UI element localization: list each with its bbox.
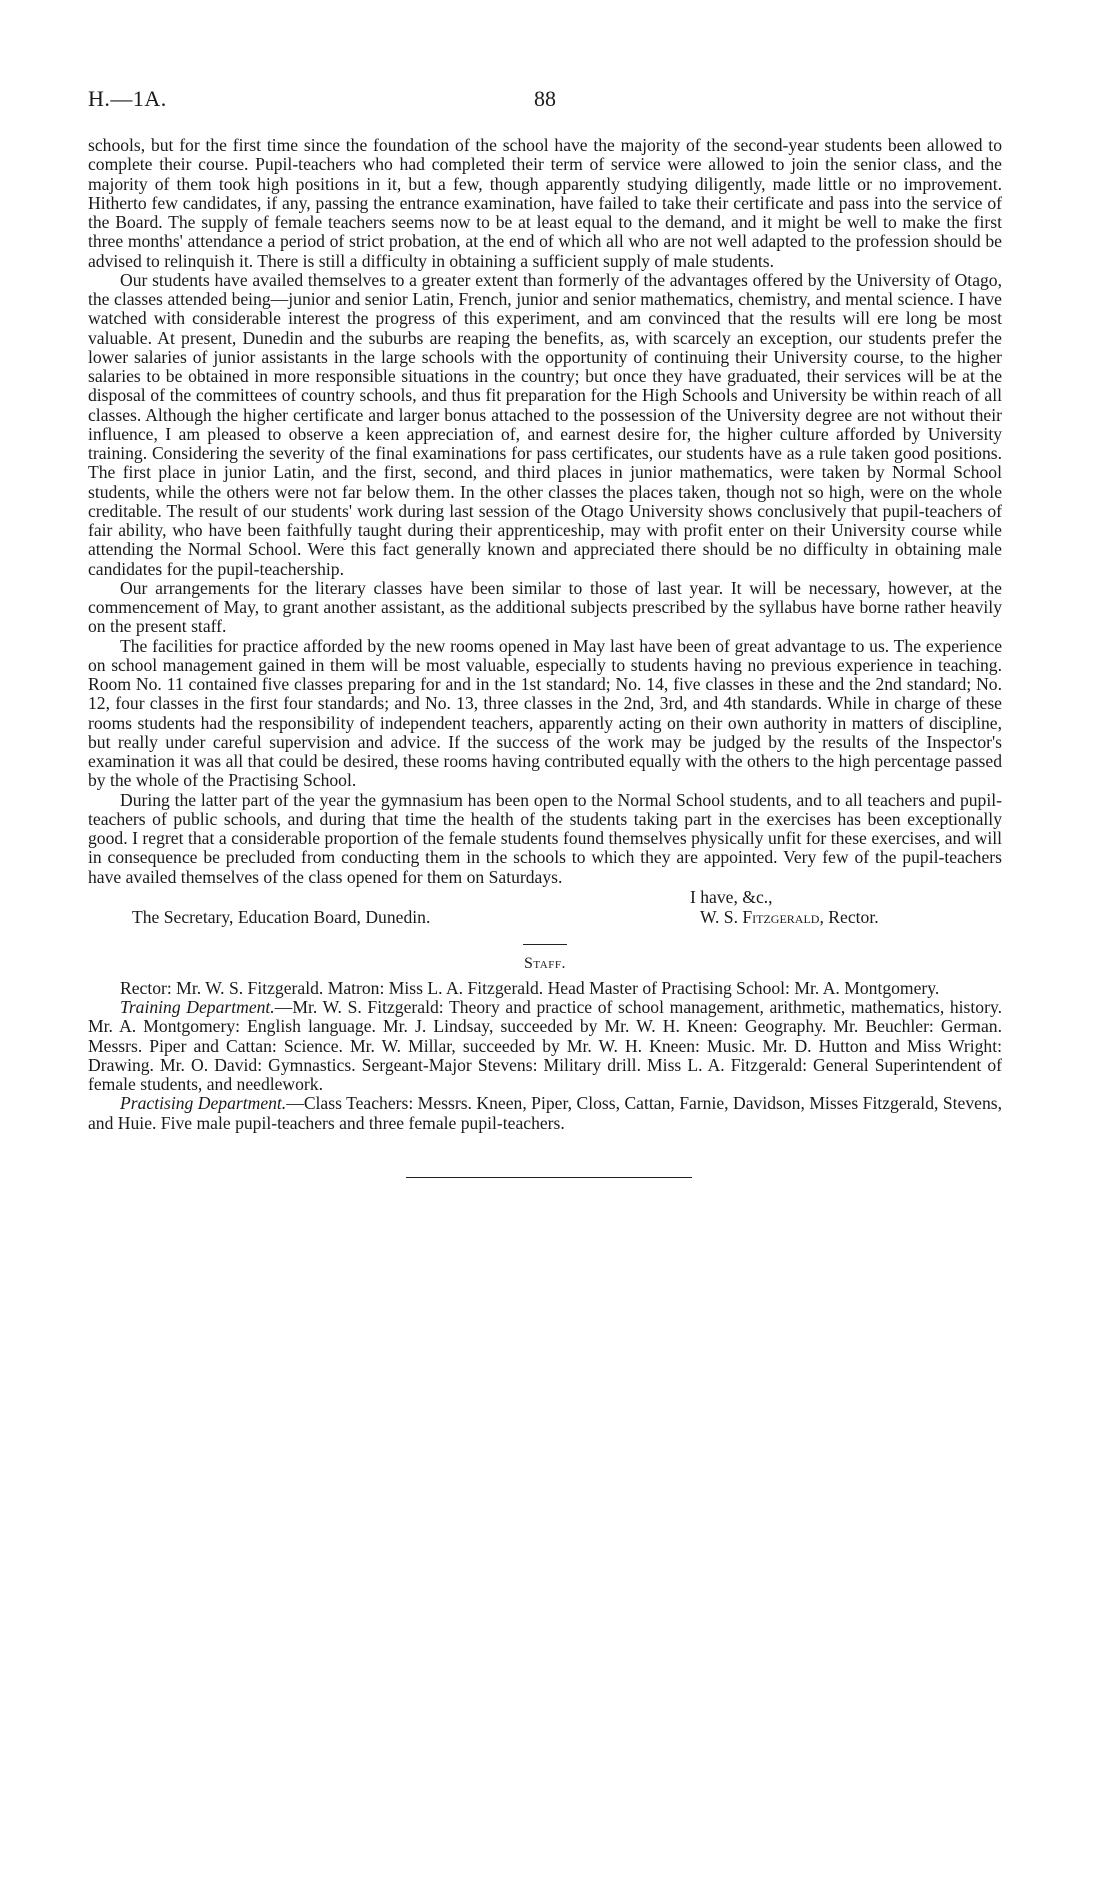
addressee-line: The Secretary, Education Board, Dunedin. bbox=[132, 906, 431, 927]
staff-rector-line: Rector: Mr. W. S. Fitzgerald. Matron: Miss L. A. Fitzgerald. Head Master of Practising School: Mr. A. Montgomery. bbox=[120, 977, 940, 998]
paragraph-3: Our arrangements for the literary classes have been similar to those of last year. It will be necessary, however, at the commencement of May, to grant another assistant, as the additional subjects prescribed by the syllabus have borne rather heavily on the present staff. bbox=[88, 577, 1002, 637]
staff-training-department bbox=[88, 998, 1002, 1094]
paragraph-2: Our students have availed themselves to a greater extent than formerly of the advantages offered by the University of Otago, the classes attended being—junior and senior Latin, French, junior and senior mathematics, chemistry, and mental science. I have watched with considerable interest the progress of this experiment, and am convinced that the results will ere long be most valuable. At present, Dunedin and the suburbs are reaping the benefits, as, with scarcely an exception, our students prefer the lower salaries of junior assistants in the large schools with the opportunity of continuing their University course, to the higher salaries to be obtained in more responsible situations in the country; but once they have graduated, their services will be at the disposal of the committees of country schools, and thus fit preparation for the High Schools and University be within reach of all classes. Although the higher certificate and larger bonus attached to the possession of the University degree are not without their influence, I am pleased to observe a keen appreciation of, and earnest desire for, the higher culture afforded by University training. Considering the severity of the final examinations for pass certificates, our students have as a rule taken good positions. The first place in junior Latin, and the first, second, and third places in junior mathematics, were taken by Normal School students, while the others were not far below them. In the other classes the places taken, though not so high, were on the whole creditable. The result of our students' work during last session of the Otago University shows conclusively that pupil-teachers of fair ability, who have been faithfully taught during their apprenticeship, may with profit enter on their University course while attending the Normal School. Were this fact generally known and appreciated there should be no difficulty in obtaining male candidates for the pupil-teachership. bbox=[88, 269, 1002, 579]
signer-title: Rector. bbox=[828, 906, 879, 927]
section-divider bbox=[523, 944, 567, 945]
document-code: H.—1A. bbox=[88, 86, 167, 111]
training-department-text: —Mr. W. S. Fitzgerald: Theory and practice of school management, arithmetic, mathematics, history. Mr. A. Montgomery: English language. Mr. J. Lindsay, succeeded by Mr. W. H. Kneen: Geography. Mr. Beuchler: German. Messrs. Piper and Cattan: Science. Mr. W. Millar, succeeded by Mr. W. H. Kneen: Music. Mr. D. Hutton and Miss Wright: Drawing. Mr. O. David: Gymnastics. Sergeant-Major Stevens: Military drill. Miss L. A. Fitzgerald: General Superintendent of female students, and needlework. bbox=[88, 997, 1002, 1094]
staff-practising-department bbox=[88, 1094, 1002, 1133]
signer-line bbox=[700, 908, 879, 928]
staff-section bbox=[88, 979, 1002, 1133]
training-department-label: Training Department. bbox=[120, 997, 275, 1017]
paragraph-1: schools, but for the first time since the foundation of the school have the majority of the second-year students been allowed to complete their course. Pupil-teachers who had completed their term of service were allowed to join the senior class, and the majority of them took high positions in it, but a few, though apparently studying diligently, made little or no improvement. Hitherto few candidates, if any, passing the entrance examination, have failed to take their certificate and pass into the service of the Board. The supply of female teachers seems now to be at least equal to the demand, and it might be well to make the first three months' attendance a period of strict probation, at the end of which all who are not well adapted to the profession should be advised to relinquish it. There is still a difficulty in obtaining a sufficient supply of male students. bbox=[88, 135, 1002, 271]
closing-line: I have, &c., bbox=[690, 886, 773, 907]
report-body bbox=[88, 136, 1002, 1178]
page-header bbox=[88, 86, 1002, 116]
signature-block bbox=[88, 888, 1002, 930]
staff-heading: Staff. bbox=[524, 954, 566, 972]
signer-name: W. S. Fitzgerald, bbox=[700, 906, 824, 927]
practising-department-label: Practising Department. bbox=[120, 1093, 287, 1114]
practising-department-text: —Class Teachers: Messrs. Kneen, Piper, Closs, Cattan, Farnie, Davidson, Misses Fitzgerald, Stevens, and Huie. Five male pupil-teachers and three female pupil-teachers. bbox=[88, 1093, 1002, 1133]
page-number: 88 bbox=[534, 86, 556, 111]
end-rule bbox=[406, 1177, 692, 1178]
paragraph-4: The facilities for practice afforded by the new rooms opened in May last have been of great advantage to us. The experience on school management gained in them will be most valuable, especially to students having no previous experience in teaching. Room No. 11 contained five classes preparing for and in the 1st standard; No. 14, five classes in these and the 2nd standard; No. 12, four classes in the first four standards; and No. 13, three classes in the 2nd, 3rd, and 4th standards. While in charge of these rooms students had the responsibility of independent teachers, apparently acting on their own authority in matters of discipline, but really under careful supervision and advice. If the success of the work may be judged by the results of the Inspector's examination it was all that could be desired, these rooms having contributed equally with the others to the high percentage passed by the whole of the Practising School. bbox=[88, 635, 1002, 791]
paragraph-5: During the latter part of the year the gymnasium has been open to the Normal School students, and to all teachers and pupil-teachers of public schools, and during that time the health of the students taking part in the exercises has been exceptionally good. I regret that a considerable proportion of the female students found themselves physically unfit for these exercises, and will in consequence be precluded from conducting them in the schools to which they are appointed. Very few of the pupil-teachers have availed themselves of the class opened for them on Saturdays. bbox=[88, 789, 1002, 887]
